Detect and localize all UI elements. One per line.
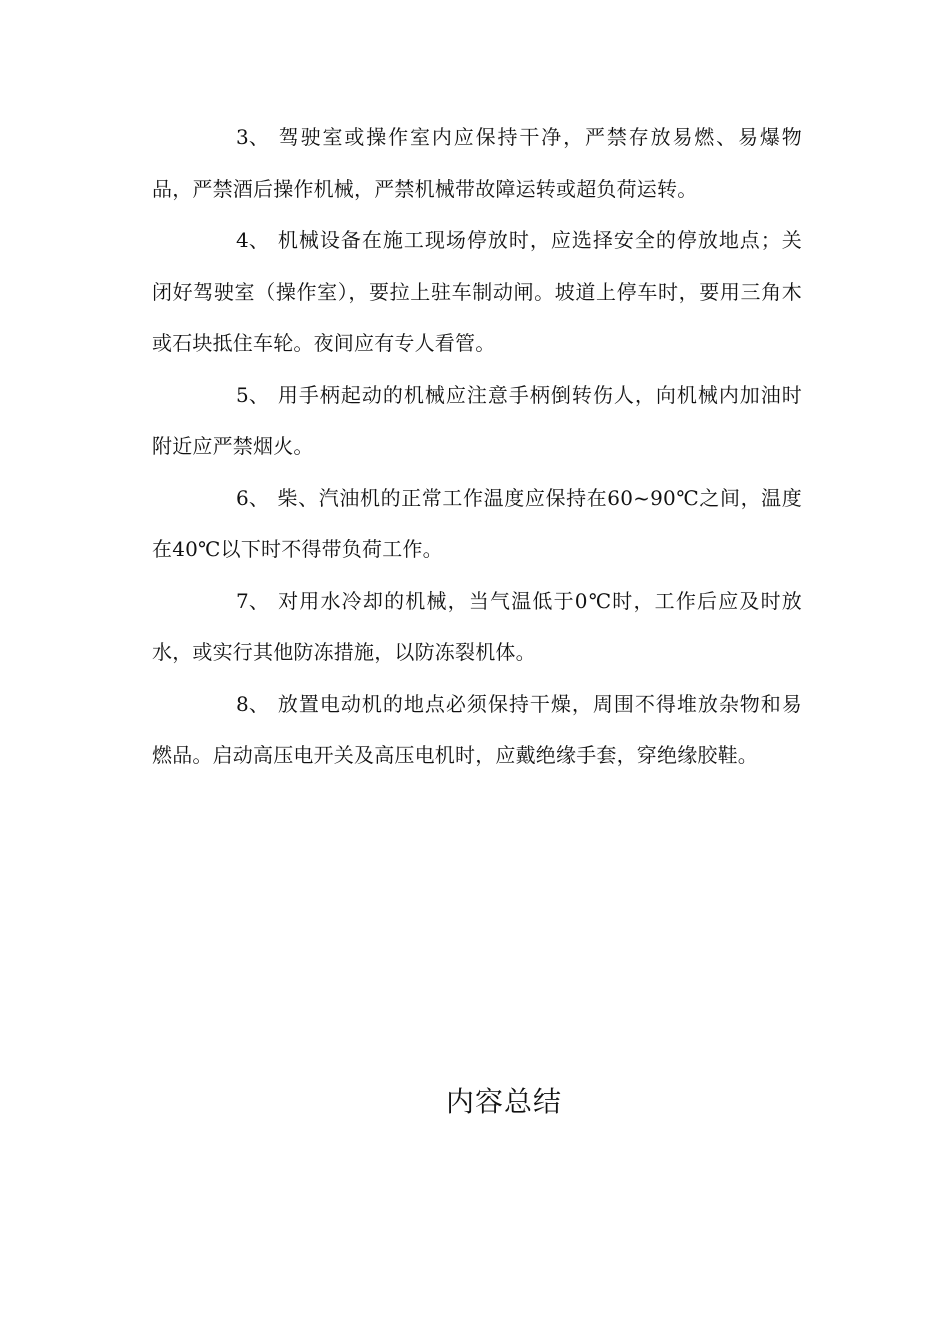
paragraph-text: 对用水冷却的机械，当气温低于0℃时，工作后应及时放水，或实行其他防冻措施，以防冻裂机体。 [152, 588, 802, 664]
item-number: 7、 [236, 588, 270, 613]
paragraph-text: 柴、汽油机的正常工作温度应保持在60~90℃之间，温度在40℃以下时不得带负荷工作。 [152, 485, 802, 561]
paragraph-text: 放置电动机的地点必须保持干燥，周围不得堆放杂物和易燃品。启动高压电开关及高压电机时，应戴绝缘手套，穿绝缘胶鞋。 [152, 691, 802, 767]
paragraph-6 [152, 473, 802, 576]
item-number: 6、 [236, 485, 270, 510]
item-number: 4、 [236, 228, 270, 252]
body-text [152, 112, 802, 782]
paragraph-7 [152, 576, 802, 679]
item-number: 3、 [236, 125, 270, 149]
item-number: 5、 [236, 382, 270, 407]
paragraph-text: 机械设备在施工现场停放时，应选择安全的停放地点；关闭好驾驶室（操作室），要拉上驻车制动闸。坡道上停车时，要用三角木或石块抵住车轮。夜间应有专人看管。 [152, 228, 802, 355]
paragraph-8 [152, 679, 802, 782]
summary-heading: 内容总结 [445, 1085, 562, 1118]
paragraph-4 [152, 215, 802, 370]
item-number: 8、 [236, 691, 270, 716]
paragraph-text: 驾驶室或操作室内应保持干净，严禁存放易燃、易爆物品，严禁酒后操作机械，严禁机械带故障运转或超负荷运转。 [152, 125, 802, 201]
paragraph-text: 用手柄起动的机械应注意手柄倒转伤人，向机械内加油时附近应严禁烟火。 [152, 382, 802, 458]
paragraph-5 [152, 370, 802, 473]
paragraph-3 [152, 112, 802, 215]
